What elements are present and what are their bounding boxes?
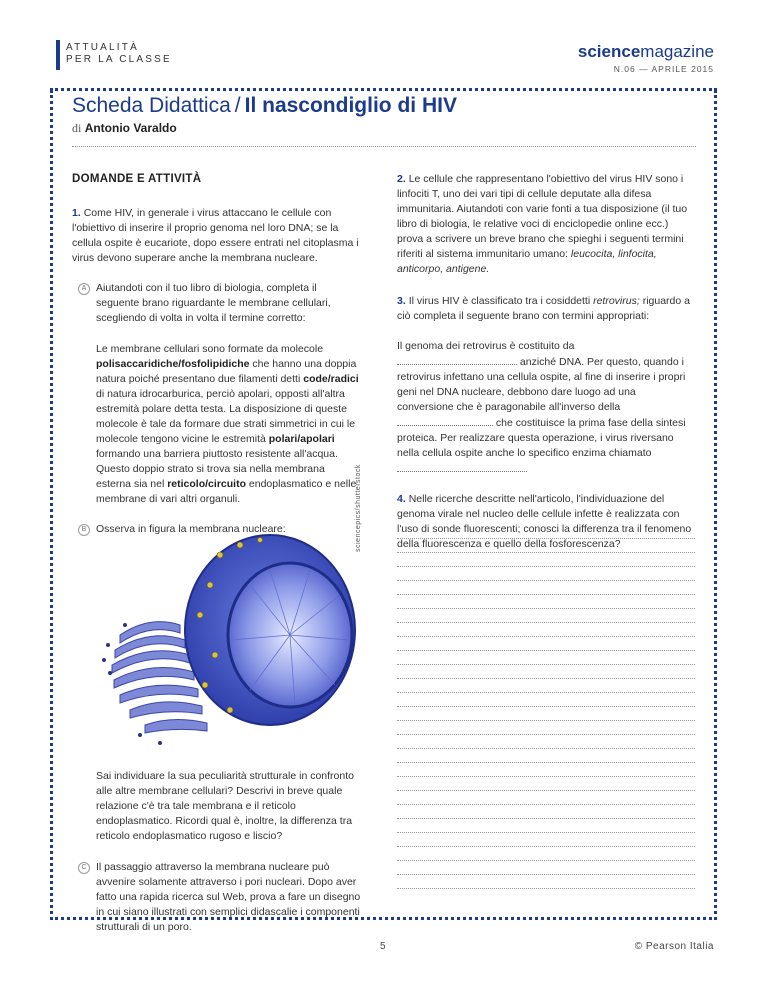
letter-badge-c: C (78, 862, 90, 874)
left-column-bottom (72, 769, 362, 935)
letter-badge-b: B (78, 524, 90, 536)
header-kicker (66, 42, 172, 66)
frame-top-border (50, 88, 717, 91)
blank-field-3[interactable] (397, 461, 527, 472)
frame-left-border (50, 90, 53, 920)
activity-b: B Osserva in figura la membrana nucleare: (96, 522, 362, 537)
image-credit: sciencepics/shutterstock (355, 464, 362, 552)
kicker-line-1: ATTUALITÀ (66, 42, 139, 53)
blank-field-2[interactable] (397, 415, 493, 426)
question-3: 3. Il virus HIV è classificato tra i cosiddetti retrovirus; riguardo a ciò completa il seguente brano con termini appropriati: (397, 295, 690, 322)
left-column (72, 172, 362, 537)
activity-b-question: Sai individuare la sua peculiarità strutturale in confronto alle altre membrane cellulari? Descrivi in breve quale relazione c'è tra tale membrana e il reticolo endoplasmatico. Ricordi qual è, inoltre, la differenza tra reticolo endoplasmatico rugoso e liscio? (96, 770, 354, 842)
copyright: © Pearson Italia (634, 941, 714, 952)
header-accent-bar (56, 40, 60, 70)
brand-logo: sciencemagazine (577, 42, 714, 61)
letter-badge-a: A (78, 283, 90, 295)
activity-a: A Aiutandoti con il tuo libro di biologia, completa il seguente brano riguardante le membrane cellulari, scegliendo di volta in volta il termine corretto: Le membrane cellulari sono formate da molecole polisaccaridiche/fosfolipidiche che hanno una doppia natura poiché presentano due filamenti detti code/radici di natura idrocarburica, perciò apolari, opposti all'altra estremità polare detta testa. La disposizione di queste molecole è tale da formare due strati simmetrici in cui le molecole tengono vicine le estremità polari/apolari formando una barriera piuttosto resistente all'acqua. Questo doppio strato si trova sia nella membrana esterna sia nel reticolo/circuito endoplasmatico e nelle membrane di vari altri organuli. (96, 281, 362, 507)
activity-c: C Il passaggio attraverso la membrana nucleare può avvenire solamente attraverso i pori nucleari. Dopo aver fatto una rapida ricerca sul Web, prova a fare un disegno in cui siano illustrati con semplici didascalie i componenti strutturali di un poro. (96, 860, 362, 935)
nucleus-illustration (100, 525, 360, 760)
title-separator (72, 146, 696, 147)
question-1: 1. Come HIV, in generale i virus attaccano le cellule con l'obiettivo di inserire il proprio genoma nel loro DNA; se la cellula ospite è eucariote, dopo essere entrati nel citoplasma i virus devono superare anche la membrana nucleare. (72, 207, 359, 264)
frame-right-border (714, 90, 717, 920)
blank-field-1[interactable] (397, 354, 517, 365)
byline: di Antonio Varaldo (72, 121, 177, 135)
question-2: 2. Le cellule che rappresentano l'obiettivo del virus HIV sono i linfociti T, uno dei vari tipi di cellule deputate alla difesa immunitaria. Aiutandoti con varie fonti a tua disposizione (il tuo libro di biologia, le relative voci di enciclopedie online ecc.) prova a scrivere un breve brano che spieghi i seguenti termini riferiti al sistema immunitario umano: leucocita, linfocita, anticorpo, antigene. (397, 173, 688, 275)
page-number: 5 (380, 941, 386, 952)
kicker-line-2: PER LA CLASSE (66, 54, 172, 65)
retrovirus-passage: Il genoma dei retrovirus è costituito da anziché DNA. Per questo, quando i retrovirus infettano una cellula ospite, al fine di inserire i propri geni nel DNA nucleare, debbono dare luogo ad una conversione che è paragonabile all'inverso della che costituisce la prima fase della sintesi proteica. Per realizzare questa operazione, i virus riversano nella cellula ospite anche lo specifico enzima chiamato (397, 339, 695, 477)
membrane-passage: Le membrane cellulari sono formate da molecole polisaccaridiche/fosfolipidiche che hanno una doppia natura poiché presentano due filamenti detti code/radici di natura idrocarburica, perciò apolari, opposti all'altra estremità polare detta testa. La disposizione di queste molecole è tale da formare due strati simmetrici in cui le molecole tengono vicine le estremità polari/apolari formando una barriera piuttosto resistente all'acqua. Questo doppio strato si trova sia nella membrana esterna sia nel reticolo/circuito endoplasmatico e nelle membrane di vari altri organuli. (96, 343, 359, 505)
issue-number: N.06 — APRILE 2015 (613, 64, 714, 74)
page-title: Scheda Didattica / Il nascondiglio di HIV (72, 94, 457, 117)
question-4: 4. Nelle ricerche descritte nell'articolo, l'individuazione del genoma virale nel nucleo delle cellule infette è realizzata con l'uso di sonde fluorescenti; conosci la differenza tra il fenomeno della fluorescenza e quello della fosforescenza? (397, 493, 692, 550)
right-column (397, 172, 695, 552)
section-title: DOMANDE E ATTIVITÀ (72, 173, 202, 185)
